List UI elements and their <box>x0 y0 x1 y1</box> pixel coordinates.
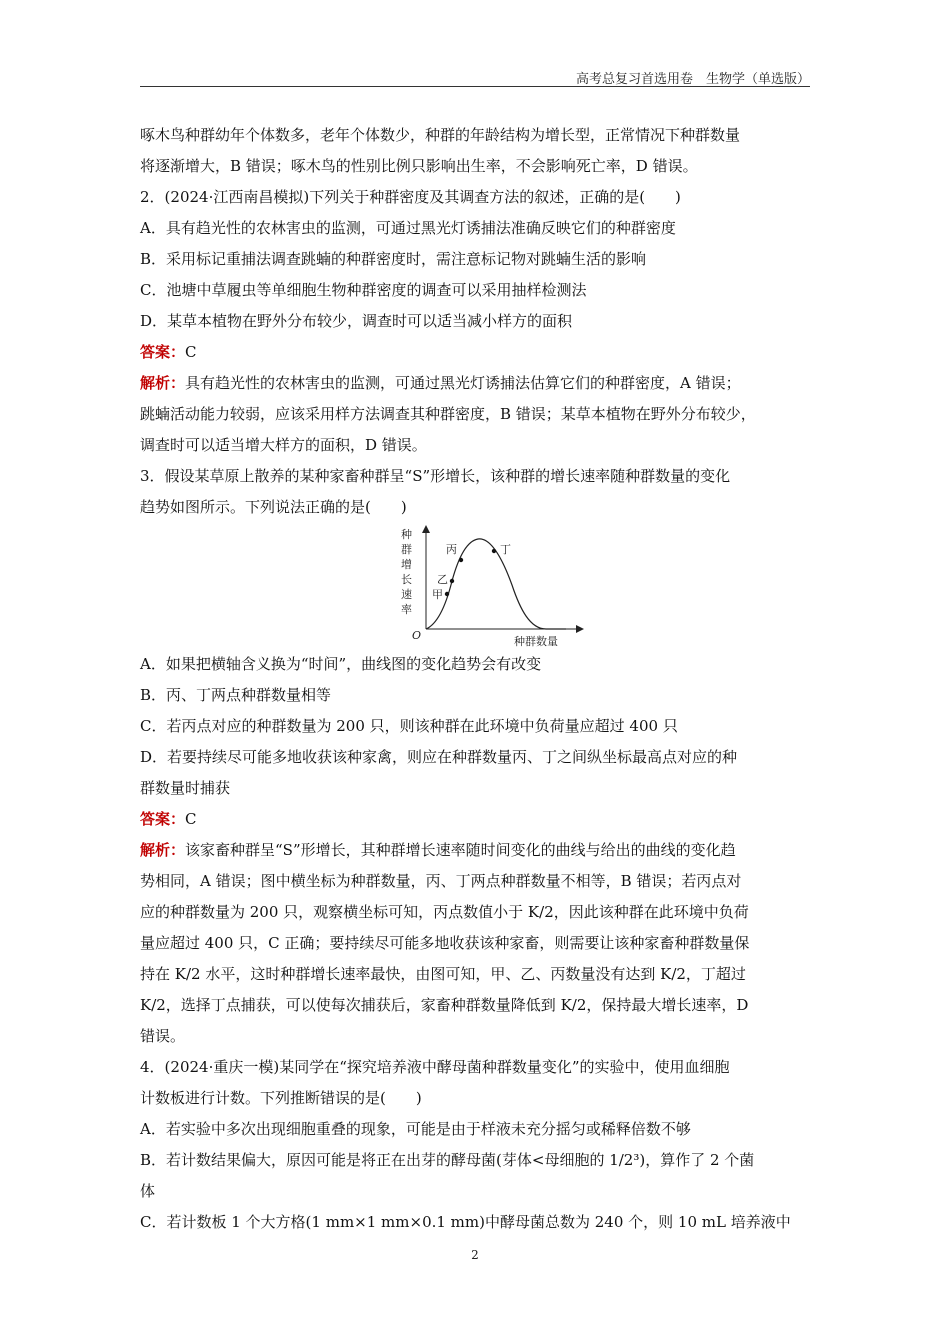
point-jia-label: 甲 <box>432 588 443 601</box>
question-4-stem: 4．(2024·重庆一模)某同学在“探究培养液中酵母菌种群数量变化”的实验中，使用血细胞 <box>140 1058 730 1076</box>
question-4-option-a: A．若实验中多次出现细胞重叠的现象，可能是由于样液未充分摇匀或稀释倍数不够 <box>140 1120 691 1138</box>
page-number: 2 <box>471 1248 479 1262</box>
growth-rate-curve-chart <box>396 523 586 647</box>
point-jia <box>445 592 449 596</box>
page-content <box>140 120 812 1238</box>
origin-label: O <box>412 629 422 642</box>
x-axis-label: 种群数量 <box>514 635 558 647</box>
question-3-analysis <box>140 835 812 866</box>
question-2-answer <box>140 337 812 368</box>
question-2-analysis: 调查时可以适当增大样方的面积，D 错误。 <box>140 436 427 454</box>
y-axis-label-char: 速 <box>401 588 412 601</box>
question-2-option-b: B．采用标记重捕法调查跳蝻的种群密度时，需注意标记物对跳蝻生活的影响 <box>140 250 647 268</box>
question-3-option-d: 群数量时捕获 <box>140 779 231 797</box>
question-3-answer <box>140 804 812 835</box>
answer-value: C <box>185 343 197 361</box>
header-divider <box>140 86 810 87</box>
y-axis-label-char: 增 <box>401 558 412 571</box>
point-yi <box>450 579 454 583</box>
y-axis-label-char: 率 <box>401 603 412 616</box>
point-bing <box>459 558 463 562</box>
question-2-option-a: A．具有趋光性的农林害虫的监测，可通过黑光灯诱捕法准确反映它们的种群密度 <box>140 219 676 237</box>
intro-line: 啄木鸟种群幼年个体数多，老年个体数少，种群的年龄结构为增长型，正常情况下种群数量 <box>140 126 741 144</box>
question-4-stem: 计数板进行计数。下列推断错误的是( ) <box>140 1089 422 1107</box>
analysis-label: 解析： <box>140 374 186 392</box>
point-ding <box>492 549 496 553</box>
question-3-stem: 3．假设某草原上散养的某种家畜种群呈“S”形增长，该种群的增长速率随种群数量的变化 <box>140 467 731 485</box>
question-3-analysis: 持在 K/2 水平，这时种群增长速率最快，由图可知，甲、乙、丙数量没有达到 K/2，丁超过 <box>140 965 746 983</box>
answer-value: C <box>185 810 197 828</box>
question-3-option-a: A．如果把横轴含义换为“时间”，曲线图的变化趋势会有改变 <box>140 655 542 673</box>
point-ding-label: 丁 <box>500 543 511 556</box>
answer-label: 答案： <box>140 810 186 828</box>
question-3-option-b: B．丙、丁两点种群数量相等 <box>140 686 332 704</box>
point-yi-label: 乙 <box>437 573 448 586</box>
question-3-option-d: D．若要持续尽可能多地收获该种家禽，则应在种群数量丙、丁之间纵坐标最高点对应的种 <box>140 748 738 766</box>
question-4-option-b: B．若计数结果偏大，原因可能是将正在出芽的酵母菌(芽体<母细胞的 1/2³)，算作了 2 个菌 <box>140 1151 755 1169</box>
question-4-option-b: 体 <box>140 1182 156 1200</box>
question-2-stem: 2．(2024·江西南昌模拟)下列关于种群密度及其调查方法的叙述，正确的是( ) <box>140 188 681 206</box>
question-3-option-c: C．若丙点对应的种群数量为 200 只，则该种群在此环境中负荷量应超过 400 只 <box>140 717 678 735</box>
y-axis-label-char: 长 <box>401 573 412 586</box>
growth-rate-figure <box>140 523 812 649</box>
question-3-analysis: 量应超过 400 只，C 正确；要持续尽可能多地收获该种家畜，则需要让该种家畜种群数量保 <box>140 934 750 952</box>
question-3-analysis: 应的种群数量为 200 只，观察横坐标可知，丙点数值小于 K/2，因此该种群在此环境中负荷 <box>140 903 749 921</box>
question-3-analysis: 势相同，A 错误；图中横坐标为种群数量，丙、丁两点种群数量不相等，B 错误；若丙点对 <box>140 872 742 890</box>
question-3-stem: 趋势如图所示。下列说法正确的是( ) <box>140 498 407 516</box>
question-2-analysis: 跳蝻活动能力较弱，应该采用样方法调查其种群密度，B 错误；某草本植物在野外分布较少， <box>140 405 756 423</box>
question-2-analysis <box>140 368 812 399</box>
question-4-option-c: C．若计数板 1 个大方格(1 mm×1 mm×0.1 mm)中酵母菌总数为 240 个，则 10 mL 培养液中 <box>140 1213 791 1231</box>
question-3-analysis: K/2，选择丁点捕获，可以使每次捕获后，家畜种群数量降低到 K/2，保持最大增长速率，D <box>140 996 749 1014</box>
intro-line: 将逐渐增大，B 错误；啄木鸟的性别比例只影响出生率，不会影响死亡率，D 错误。 <box>140 157 698 175</box>
page-header: 高考总复习首选用卷 生物学（单选版） <box>575 72 810 87</box>
point-bing-label: 丙 <box>446 543 457 556</box>
analysis-label: 解析： <box>140 841 186 859</box>
analysis-text: 该家畜种群呈“S”形增长，其种群增长速率随时间变化的曲线与给出的曲线的变化趋 <box>185 841 736 859</box>
y-axis-label-char: 群 <box>401 543 412 556</box>
question-2-option-d: D．某草本植物在野外分布较少，调查时可以适当减小样方的面积 <box>140 312 573 330</box>
y-axis-label-char: 种 <box>401 528 412 541</box>
question-2-option-c: C．池塘中草履虫等单细胞生物种群密度的调查可以采用抽样检测法 <box>140 281 587 299</box>
answer-label: 答案： <box>140 343 186 361</box>
analysis-text: 具有趋光性的农林害虫的监测，可通过黑光灯诱捕法估算它们的种群密度，A 错误； <box>185 374 741 392</box>
question-3-analysis: 错误。 <box>140 1027 186 1045</box>
